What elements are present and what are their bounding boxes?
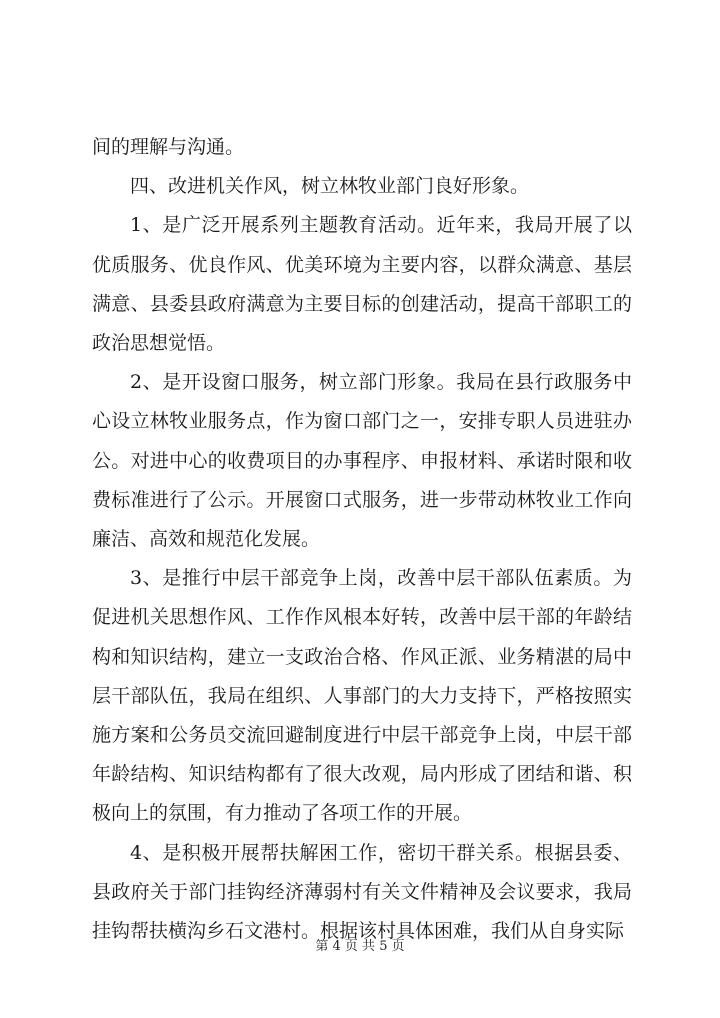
paragraph-item-3: 3、是推行中层干部竞争上岗，改善中层干部队伍素质。为促进机关思想作风、工作作风根本好转，改善中层干部的年龄结构和知识结构，建立一支政治合格、作风正派、业务精湛的局中层干部队伍，我局在组织、人事部门的大力支持下，严格按照实施方案和公务员交流回避制度进行中层干部竞争上岗，中层干部年龄结构、知识结构都有了很大改观，局内形成了团结和谐、积极向上的氛围，有力推动了各项工作的开展。 <box>92 567 632 825</box>
page-footer: 第 4 页 共 5 页 <box>315 939 405 954</box>
paragraph-item-1: 1、是广泛开展系列主题教育活动。近年来，我局开展了以优质服务、优良作风、优美环境为主要内容，以群众满意、基层满意、县委县政府满意为主要目标的创建活动，提高干部职工的政治思想觉悟。 <box>92 214 632 355</box>
paragraph-item-4: 4、是积极开展帮扶解困工作，密切干群关系。根据县委、县政府关于部门挂钩经济薄弱村有关文件精神及会议要求，我局挂钩帮扶横沟乡石文港村。根据该村具体困难，我们从自身实际 <box>92 841 632 943</box>
paragraph-item-2: 2、是开设窗口服务，树立部门形象。我局在县行政服务中心设立林牧业服务点，作为窗口部门之一，安排专职人员进驻办公。对进中心的收费项目的办事程序、申报材料、承诺时限和收费标准进行了公示。开展窗口式服务，进一步带动林牧业工作向廉洁、高效和规范化发展。 <box>92 371 632 551</box>
paragraph-continuation: 间的理解与沟通。 <box>92 136 245 158</box>
document-body <box>92 128 632 951</box>
section-heading: 四、改进机关作风，树立林牧业部门良好形象。 <box>130 175 530 198</box>
